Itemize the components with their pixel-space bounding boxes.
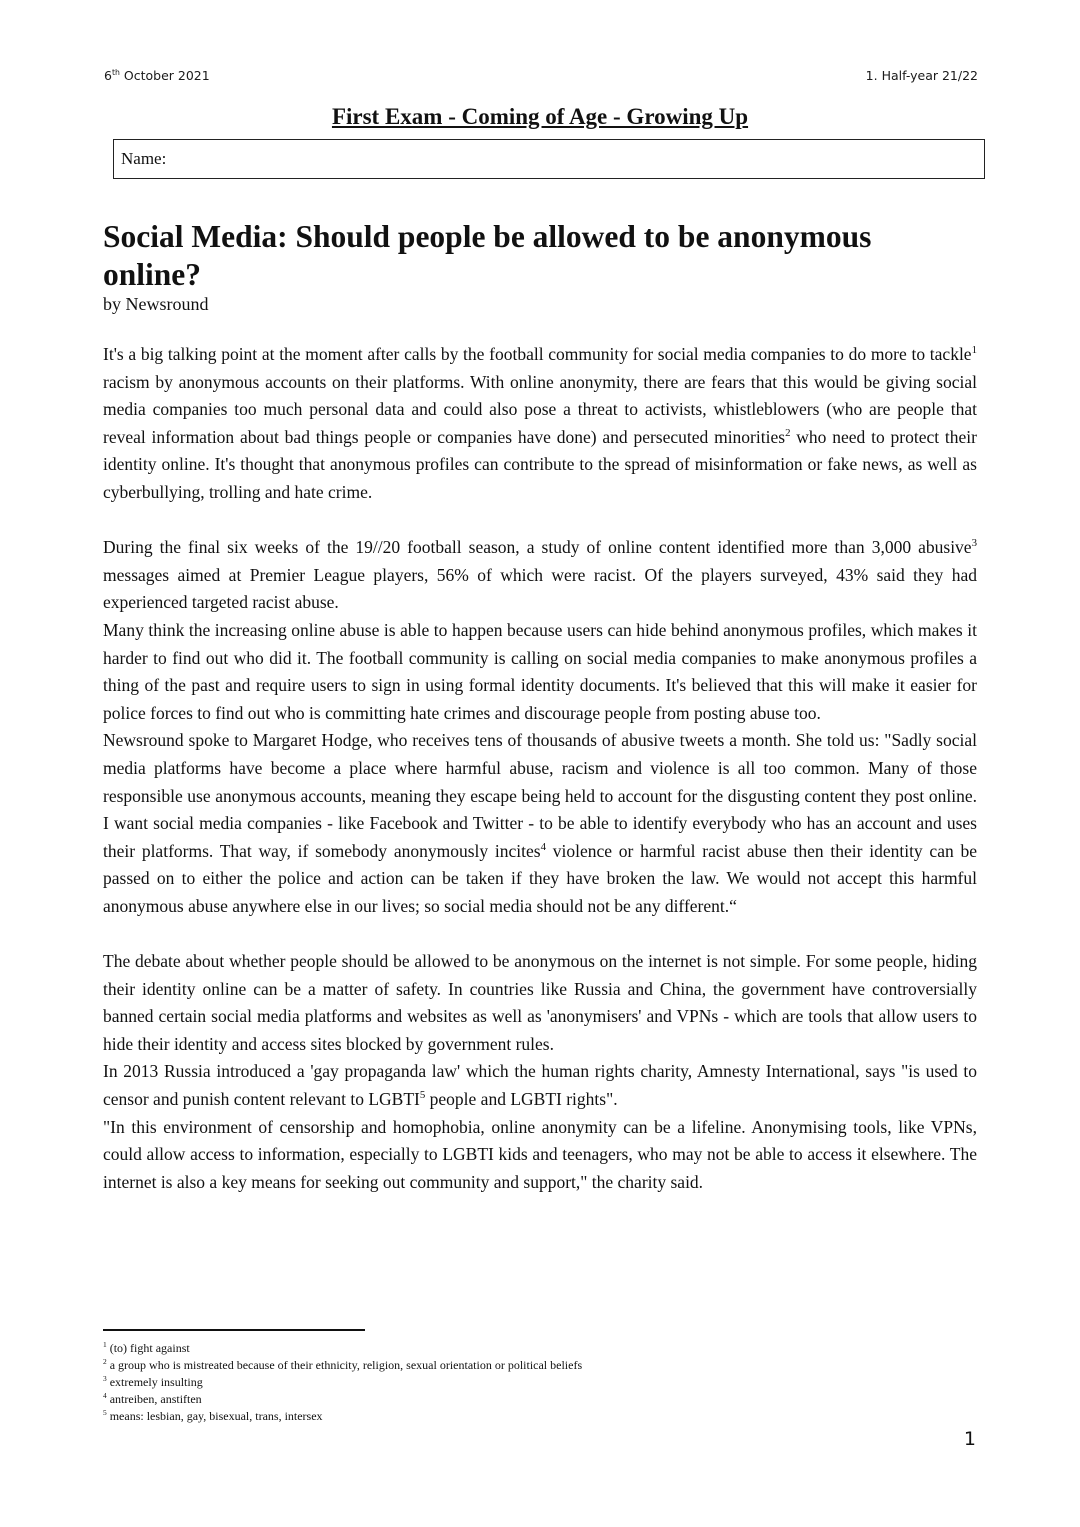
paragraph-6: In 2013 Russia introduced a 'gay propaganda law' which the human rights charity, Amnesty International, says "is used to censor and punish content relevant to LGBTI$^5$ people and LGBTI rights". xyxy=(103,1061,977,1110)
article-title: Social Media: Should people be allowed to be anonymous online? xyxy=(103,219,872,292)
footnote-5: $^5$ means: lesbian, gay, bisexual, trans, intersex xyxy=(103,1408,323,1423)
footnote-ref-5: 5 xyxy=(419,1089,426,1102)
name-field[interactable] xyxy=(113,139,985,179)
article-byline: by Newsround xyxy=(103,294,209,314)
page-number: 1 xyxy=(963,1428,976,1450)
header-term: 1. Half-year 21/22 xyxy=(865,68,978,83)
paragraph-2: During the final six weeks of the 19//20 football season, a study of online content identified more than 3,000 abusive$^3$ messages aimed at Premier League players, 56% of which were racist. Of the players surveyed, 43% said they had experienced targeted racist abuse. xyxy=(103,537,977,613)
footnote-1: $^1$ (to) fight against xyxy=(103,1340,190,1355)
footnote-ref-2: 2 xyxy=(785,426,791,439)
paragraph-4: Newsround spoke to Margaret Hodge, who receives tens of thousands of abusive tweets a month. She told us: "Sadly social media platforms have become a place where harmful abuse, racism and violence is all too common. Many of those responsible use anonymous accounts, meaning they escape being held to account for the disgusting content they post online. I want social media companies - like Facebook and Twitter - to be able to identify everybody who has an account and uses their platforms. That way, if somebody anonymously incites$^4$ violence or harmful racist abuse then their identity can be passed on to either the police and action can be taken if they have broken the law. We would not accept this harmful anonymous abuse anywhere else in our lives; so social media should not be any different.“ xyxy=(103,730,977,916)
paragraph-7: "In this environment of censorship and homophobia, online anonymity can be a lifeline. Anonymising tools, like VPNs, could allow access to information, especially to LGBTI kids and teenagers, who may not be able to access it elsewhere. The internet is also a key means for seeking out community and support," the charity said. xyxy=(103,1116,977,1192)
footnotes xyxy=(103,1340,803,1425)
exam-title: First Exam - Coming of Age - Growing Up xyxy=(331,104,749,129)
footnote-3: $^3$ extremely insulting xyxy=(103,1374,203,1389)
paragraph-5: The debate about whether people should be allowed to be anonymous on the internet is not simple. For some people, hiding their identity online can be a matter of safety. In countries like Russia and China, the government have controversially banned certain social media platforms and websites as well as 'anonymisers' and VPNs - which are tools that allow users to hide their identity and access sites blocked by government rules. xyxy=(103,951,977,1054)
paragraph-3: Many think the increasing online abuse is able to happen because users can hide behind anonymous profiles, which makes it harder to find out who did it. The football community is calling on social media companies to make anonymous profiles a thing of the past and require users to sign in using formal identity documents. It's believed that this will make it easier for police forces to find out who is committing hate crimes and discourage people from posting abuse too. xyxy=(103,619,977,723)
footnote-ref-3: 3 xyxy=(971,537,977,550)
paragraph-1: It's a big talking point at the moment after calls by the football community for social media companies to do more to tackle$^1$ racism by anonymous accounts on their platforms. With online anonymity, there are fears that this would be giving social media companies too much personal data and could also pose a threat to activists, whistleblowers (who are people that reveal information about bad things people or companies have done) and persecuted minorities$^2$ who need to protect their identity online. It's thought that anonymous profiles can contribute to the spread of misinformation or fake news, as well as cyberbullying, trolling and hate crime. xyxy=(103,344,977,502)
header-date: 6th October 2021 xyxy=(104,67,210,83)
footnote-ref-1: 1 xyxy=(971,344,977,357)
footnote-ref-4: 4 xyxy=(540,840,546,853)
footnote-2: $^2$ a group who is mistreated because of their ethnicity, religion, sexual orientation or political beliefs xyxy=(103,1357,583,1372)
article-body xyxy=(103,341,977,1196)
footnote-divider xyxy=(103,1329,365,1331)
name-label: Name: xyxy=(121,149,167,168)
footnote-4: $^4$ antreiben, anstiften xyxy=(103,1391,202,1406)
